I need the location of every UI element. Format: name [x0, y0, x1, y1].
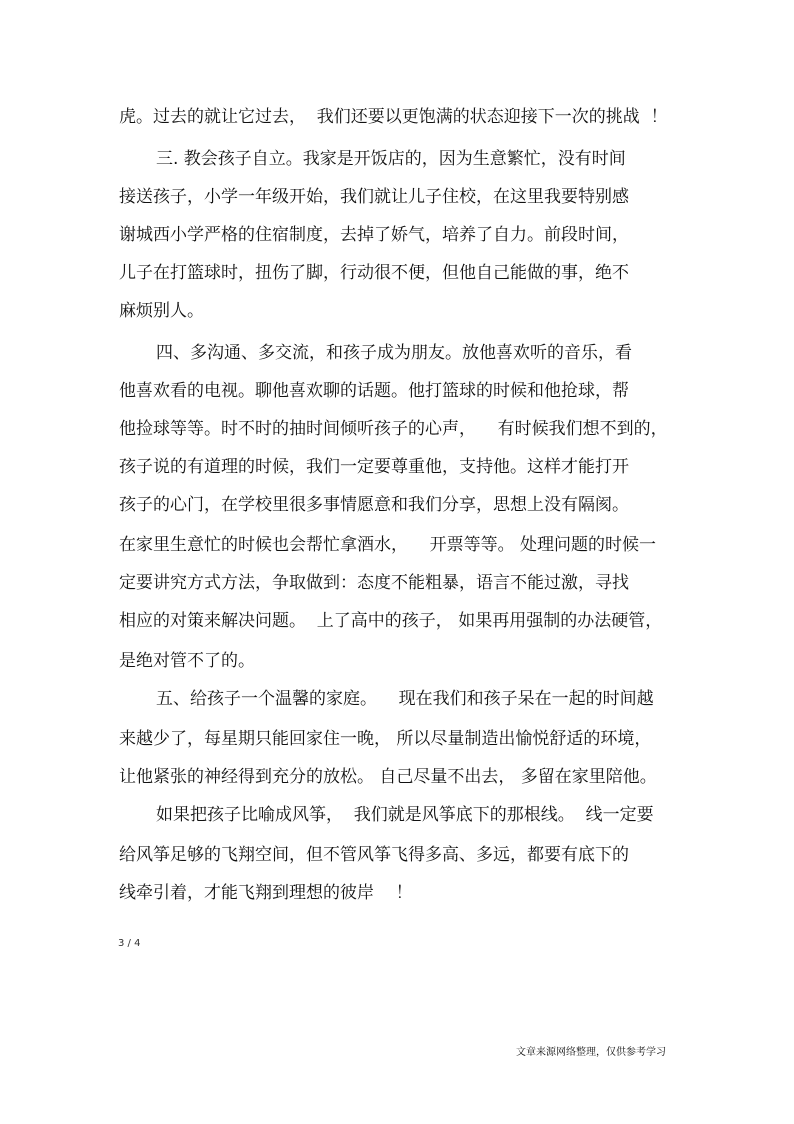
text-line: 孩子的心门，在学校里很多事情愿意和我们分享，思想上没有隔阂。: [119, 495, 629, 515]
text-line: 他捡球等等。时不时的抽时间倾听孩子的心声， 有时候我们想不到的，: [119, 419, 668, 439]
page-number: 3 / 4: [118, 938, 141, 949]
text-line: 五、给孩子一个温馨的家庭。 现在我们和孩子呆在一起的时间越: [156, 689, 654, 709]
text-line: 孩子说的有道理的时候，我们一定要尊重他，支持他。这样才能打开: [119, 457, 629, 477]
text-line: 谢城西小学严格的住宿制度，去掉了娇气，培养了自力。前段时间，: [119, 225, 629, 245]
text-line: 四、多沟通、多交流，和孩子成为朋友。放他喜欢听的音乐，看: [156, 343, 632, 363]
text-line: 是绝对管不了的。: [119, 651, 255, 671]
text-line: 接送孩子，小学一年级开始，我们就让儿子住校，在这里我要特别感: [119, 187, 629, 207]
footer-note: 文章来源网络整理，仅供参考学习: [516, 1047, 666, 1058]
text-line: 相应的对策来解决问题。 上了高中的孩子， 如果再用强制的办法硬管，: [119, 611, 663, 631]
text-line: 儿子在打篮球时，扭伤了脚，行动很不便，但他自己能做的事，绝不: [119, 263, 629, 283]
text-line: 虎。过去的就让它过去， 我们还要以更饱满的状态迎接下一次的挑战 ！: [119, 107, 668, 127]
text-line: 三. 教会孩子自立。我家是开饭店的，因为生意繁忙，没有时间: [156, 149, 626, 169]
text-line: 让他紧张的神经得到充分的放松。 自己尽量不出去， 多留在家里陪他。: [119, 767, 657, 787]
text-line: 线牵引着，才能飞翔到理想的彼岸 ！: [119, 883, 413, 903]
text-line: 来越少了，每星期只能回家住一晚， 所以尽量制造出愉悦舒适的环境，: [119, 729, 652, 749]
text-line: 定要讲究方式方法，争取做到：态度不能粗暴，语言不能过激，寻找: [119, 573, 629, 593]
text-line: 他喜欢看的电视。聊他喜欢聊的话题。他打篮球的时候和他抢球，帮: [119, 381, 629, 401]
text-line: 麻烦别人。: [119, 301, 204, 321]
text-line: 在家里生意忙的时候也会帮忙拿酒水， 开票等等。 处理问题的时候一: [119, 535, 657, 555]
text-line: 如果把孩子比喻成风筝， 我们就是风筝底下的那根线。 线一定要: [156, 805, 654, 825]
text-line: 给风筝足够的飞翔空间，但不管风筝飞得多高、多远，都要有底下的: [119, 845, 629, 865]
